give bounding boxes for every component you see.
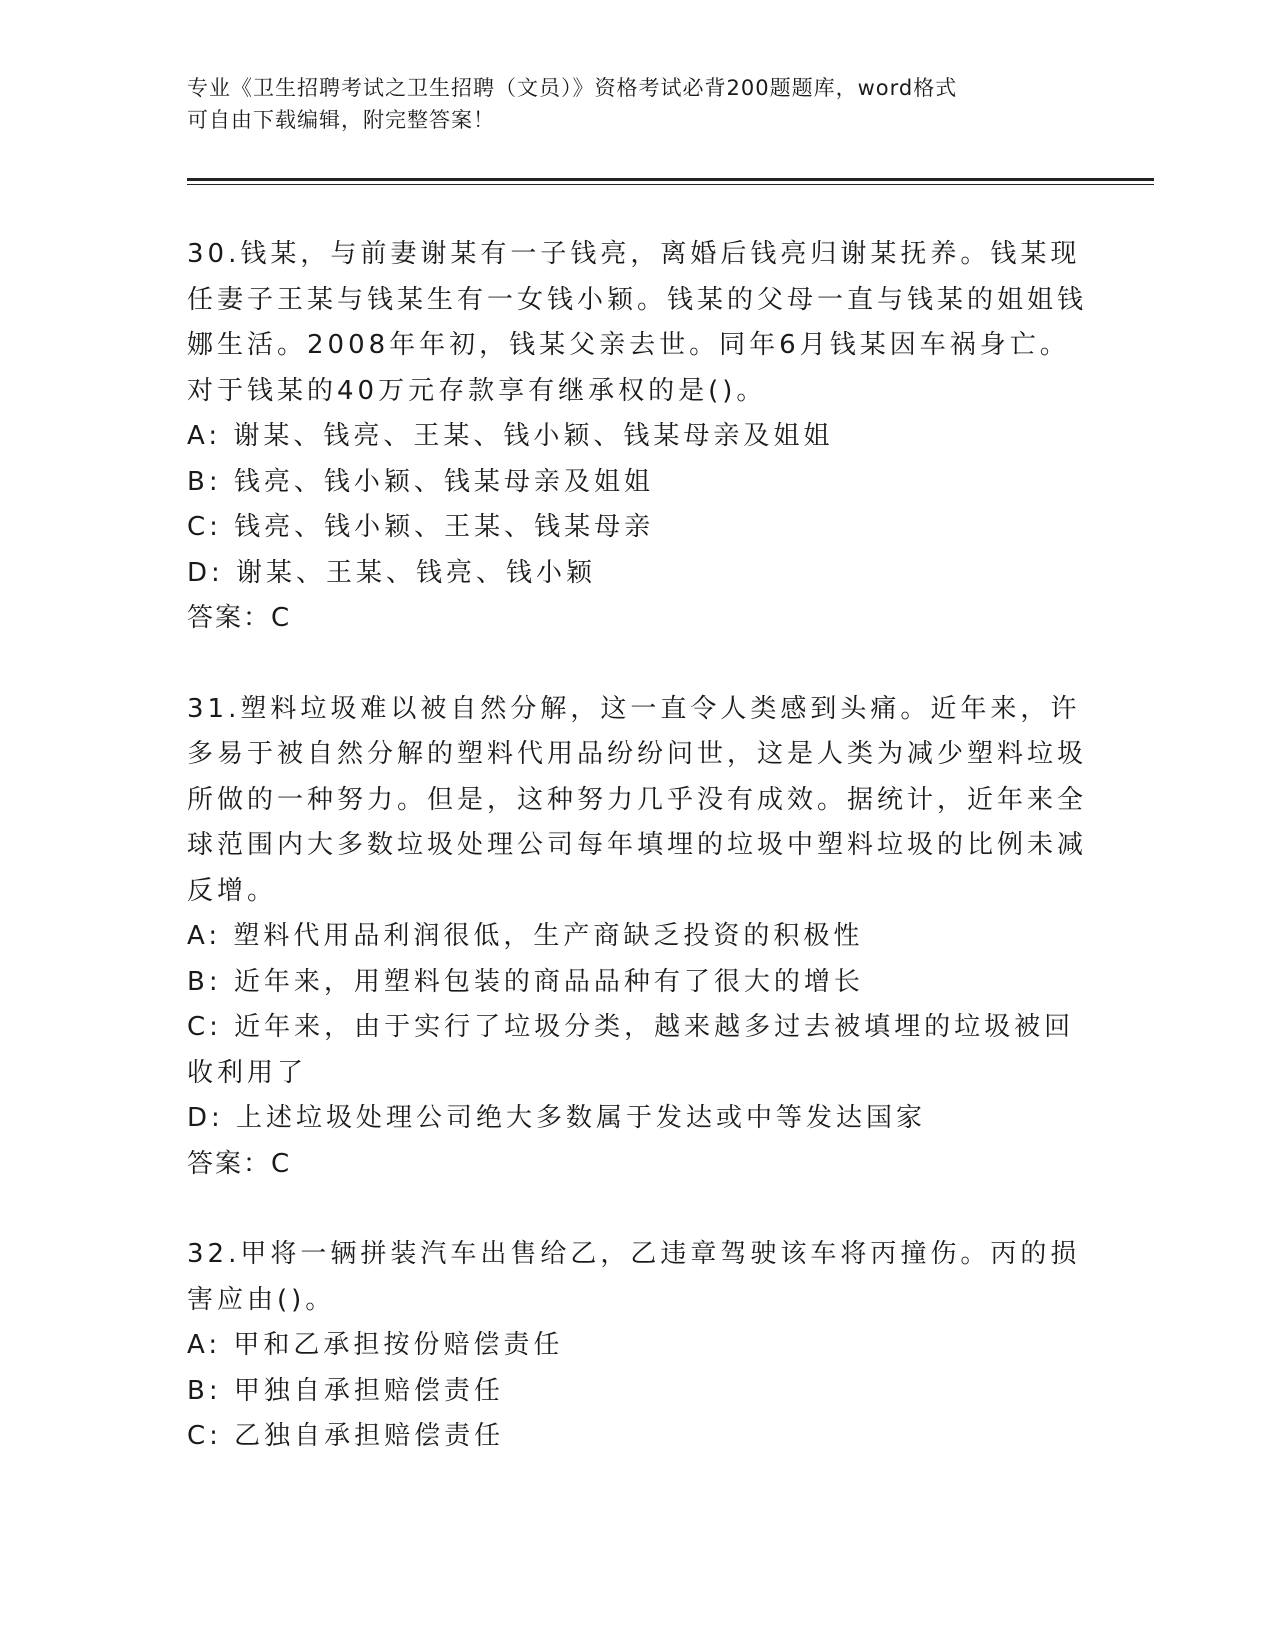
option-b: B: 甲独自承担赔偿责任 [187,1375,504,1406]
option-d: D: 上述垃圾处理公司绝大多数属于发达或中等发达国家 [187,1103,927,1133]
question-list [187,232,1087,1505]
question-text: 30.钱某，与前妻谢某有一子钱亮，离婚后钱亮归谢某抚养。钱某现任妻子王某与钱某生有一女钱小颖。钱某的父母一直与钱某的姐姐钱娜生活。2008年年初，钱某父亲去世。同年6月钱某因车祸身亡。对于钱某的40万元存款享有继承权的是()。 [187,239,1088,406]
header-divider-thick [187,178,1154,181]
option-c: C: 钱亮、钱小颖、王某、钱某母亲 [187,512,655,542]
question-30 [187,232,1087,642]
question-32 [187,1232,1087,1460]
option-a: A: 谢某、钱亮、王某、钱小颖、钱某母亲及姐姐 [187,421,834,451]
header-line-1: 专业《卫生招聘考试之卫生招聘（文员）》资格考试必背200题题库，word格式 [187,76,958,100]
option-a: A: 甲和乙承担按份赔偿责任 [187,1330,564,1360]
option-d: D: 谢某、王某、钱亮、钱小颖 [187,557,597,588]
question-text: 31.塑料垃圾难以被自然分解，这一直令人类感到头痛。近年来，许多易于被自然分解的塑料代用品纷纷问世，这是人类为减少塑料垃圾所做的一种努力。但是，这种努力几乎没有成效。据统计，近年来全球范围内大多数垃圾处理公司每年填埋的垃圾中塑料垃圾的比例未减反增。 [187,693,1088,906]
option-c: C: 乙独自承担赔偿责任 [187,1421,505,1451]
question-31 [187,687,1087,1188]
answer: 答案：C [187,603,292,633]
header-line-2: 可自由下载编辑，附完整答案！ [187,108,495,132]
document-header [187,72,1067,136]
option-c: C: 近年来，由于实行了垃圾分类，越来越多过去被填埋的垃圾被回收利用了 [187,1012,1075,1088]
question-text: 32.甲将一辆拼装汽车出售给乙，乙违章驾驶该车将丙撞伤。丙的损害应由()。 [187,1239,1081,1315]
option-b: B: 钱亮、钱小颖、钱某母亲及姐姐 [187,466,654,497]
option-b: B: 近年来，用塑料包装的商品品种有了很大的增长 [187,966,864,997]
header-divider-thin [187,184,1154,185]
option-a: A: 塑料代用品利润很低，生产商缺乏投资的积极性 [187,921,864,951]
answer: 答案：C [187,1148,292,1179]
